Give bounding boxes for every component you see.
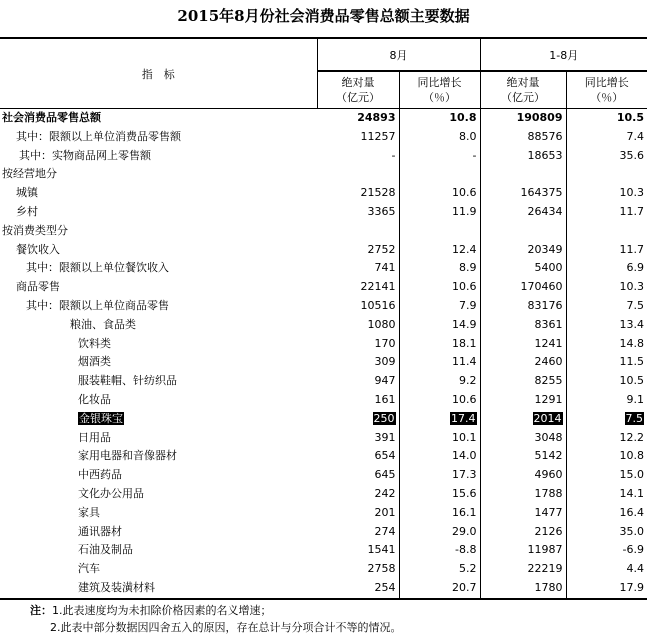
table-body <box>0 109 647 599</box>
table-row <box>0 579 647 599</box>
ytd-abs-cell: 26434 <box>480 203 566 222</box>
ytd-abs-cell: 1241 <box>480 335 566 354</box>
month-abs-cell <box>317 222 399 241</box>
table-row <box>0 447 647 466</box>
table-row <box>0 372 647 391</box>
ytd-abs-cell: 164375 <box>480 184 566 203</box>
row-label: 家具 <box>78 505 100 519</box>
row-label: 家用电器和音像器材 <box>78 449 177 463</box>
ytd-yoy-header: 同比增长 （％） <box>566 71 647 109</box>
ytd-abs-cell: 5142 <box>480 447 566 466</box>
month-yoy-cell: 29.0 <box>399 523 480 542</box>
month-yoy-cell: 10.6 <box>399 184 480 203</box>
month-yoy-cell: 16.1 <box>399 504 480 523</box>
ytd-abs-cell <box>480 165 566 184</box>
month-abs-cell: 391 <box>317 429 399 448</box>
month-yoy-cell <box>399 222 480 241</box>
ytd-yoy-cell: -6.9 <box>622 543 644 557</box>
ytd-yoy-cell <box>566 222 647 241</box>
row-label: 通讯器材 <box>78 524 122 538</box>
ytd-abs-cell: 8361 <box>480 316 566 335</box>
ytd-yoy-cell: 11.5 <box>619 355 644 369</box>
ytd-yoy-cell: 14.8 <box>619 336 644 350</box>
ytd-abs-cell: 18653 <box>480 147 566 166</box>
month-yoy-cell: 17.3 <box>399 466 480 485</box>
month-abs-cell: 201 <box>317 504 399 523</box>
ytd-yoy-cell: 4.4 <box>626 562 644 576</box>
row-label: 金银珠宝 <box>79 411 123 425</box>
row-label: 化妆品 <box>78 392 111 406</box>
month-abs-cell: 170 <box>317 335 399 354</box>
table-row <box>0 353 647 372</box>
ytd-abs-cell: 1788 <box>480 485 566 504</box>
month-yoy-cell: 9.2 <box>399 372 480 391</box>
ytd-yoy-cell: 7.5 <box>625 411 643 425</box>
table-row <box>0 335 647 354</box>
month-abs-cell: 24893 <box>317 109 399 128</box>
month-abs-cell: 250 <box>317 410 399 429</box>
month-abs-cell: 2752 <box>317 241 399 260</box>
table-row <box>0 560 647 579</box>
ytd-yoy-cell: 11.7 <box>619 204 644 218</box>
row-label: 按消费类型分 <box>2 223 68 237</box>
month-yoy-cell: 17.4 <box>399 410 480 429</box>
table-row <box>0 147 647 166</box>
month-yoy-cell: 10.1 <box>399 429 480 448</box>
page-title: 2015年8月份社会消费品零售总额主要数据 <box>177 7 470 25</box>
ytd-abs-header: 绝对量 （亿元） <box>480 71 566 109</box>
row-label: 其中：限额以上单位消费品零售额 <box>16 129 181 143</box>
ytd-yoy-cell: 11.7 <box>619 242 644 256</box>
month-yoy-cell: 12.4 <box>399 241 480 260</box>
month-yoy-cell: 10.6 <box>399 391 480 410</box>
ytd-yoy-cell: 7.5 <box>626 298 644 312</box>
row-label: 乡村 <box>16 204 38 218</box>
row-label: 服装鞋帽、针纺织品 <box>78 374 177 388</box>
row-label: 汽车 <box>78 562 100 576</box>
row-label: 商品零售 <box>16 280 60 294</box>
table-row <box>0 504 647 523</box>
ytd-yoy-cell: 10.8 <box>619 449 644 463</box>
row-label: 文化办公用品 <box>78 486 144 500</box>
month-abs-header: 绝对量 （亿元） <box>317 71 399 109</box>
month-yoy-cell: 5.2 <box>399 560 480 579</box>
month-abs-cell: 1080 <box>317 316 399 335</box>
row-label: 餐饮收入 <box>16 242 60 256</box>
ytd-abs-cell: 4960 <box>480 466 566 485</box>
month-abs-cell: 242 <box>317 485 399 504</box>
footnotes <box>30 602 402 636</box>
data-table <box>0 37 647 600</box>
month-abs-cell: 22141 <box>317 278 399 297</box>
month-abs-cell: 1541 <box>317 541 399 560</box>
month-header: 8月 <box>317 38 480 71</box>
row-label: 饮料类 <box>78 336 111 350</box>
month-abs-cell: - <box>317 147 399 166</box>
month-abs-cell: 645 <box>317 466 399 485</box>
table-row <box>0 541 647 560</box>
ytd-yoy-cell: 10.3 <box>619 186 644 200</box>
ytd-yoy-cell: 35.0 <box>619 524 644 538</box>
table-row <box>0 222 647 241</box>
month-yoy-cell: - <box>399 147 480 166</box>
table-row <box>0 391 647 410</box>
ytd-abs-cell: 3048 <box>480 429 566 448</box>
month-abs-cell: 161 <box>317 391 399 410</box>
row-label: 烟酒类 <box>78 355 111 369</box>
month-abs-cell: 21528 <box>317 184 399 203</box>
row-label: 粮油、食品类 <box>70 317 136 331</box>
table-row <box>0 410 647 429</box>
ytd-header: 1-8月 <box>480 38 647 71</box>
month-abs-cell: 741 <box>317 259 399 278</box>
month-yoy-cell: 8.9 <box>399 259 480 278</box>
table-row <box>0 297 647 316</box>
ytd-yoy-cell: 10.5 <box>616 111 644 124</box>
indicator-header: 指 标 <box>0 38 317 109</box>
ytd-yoy-cell: 9.1 <box>626 392 644 406</box>
row-label: 社会消费品零售总额 <box>2 111 101 124</box>
ytd-abs-cell: 2460 <box>480 353 566 372</box>
ytd-abs-cell: 22219 <box>480 560 566 579</box>
ytd-abs-cell: 8255 <box>480 372 566 391</box>
row-label: 其中：实物商品网上零售额 <box>19 148 151 162</box>
ytd-abs-cell: 88576 <box>480 128 566 147</box>
month-yoy-cell <box>399 165 480 184</box>
ytd-yoy-cell: 10.5 <box>619 374 644 388</box>
row-label: 建筑及装潢材料 <box>0 579 317 599</box>
month-abs-cell: 947 <box>317 372 399 391</box>
ytd-abs-cell: 2014 <box>480 410 566 429</box>
ytd-abs-cell: 170460 <box>480 278 566 297</box>
ytd-abs-cell <box>480 222 566 241</box>
month-yoy-cell: 11.4 <box>399 353 480 372</box>
notes-label: 注： <box>30 604 52 617</box>
month-abs-cell: 3365 <box>317 203 399 222</box>
table-row <box>0 259 647 278</box>
month-abs-cell: 2758 <box>317 560 399 579</box>
ytd-yoy-cell: 16.4 <box>619 505 644 519</box>
ytd-abs-cell: 190809 <box>480 109 566 128</box>
month-yoy-cell: 15.6 <box>399 485 480 504</box>
row-label: 其中：限额以上单位餐饮收入 <box>26 261 169 275</box>
ytd-yoy-cell: 35.6 <box>619 148 644 162</box>
table-row <box>0 165 647 184</box>
table-row <box>0 278 647 297</box>
month-yoy-cell: 8.0 <box>399 128 480 147</box>
table-row <box>0 316 647 335</box>
row-label: 日用品 <box>78 430 111 444</box>
ytd-yoy-cell: 13.4 <box>619 317 644 331</box>
row-label: 中西药品 <box>78 468 122 482</box>
table-row <box>0 466 647 485</box>
row-label: 石油及制品 <box>78 543 133 557</box>
ytd-abs-cell: 1291 <box>480 391 566 410</box>
ytd-abs-cell: 1780 <box>480 579 566 599</box>
ytd-yoy-cell: 7.4 <box>626 129 644 143</box>
month-yoy-cell: -8.8 <box>399 541 480 560</box>
month-abs-cell: 10516 <box>317 297 399 316</box>
month-abs-cell: 254 <box>317 579 399 599</box>
row-label: 其中：限额以上单位商品零售 <box>26 298 169 312</box>
ytd-abs-cell: 20349 <box>480 241 566 260</box>
table-row <box>0 184 647 203</box>
ytd-yoy-cell: 14.1 <box>619 486 644 500</box>
note-2: 2.此表中部分数据因四舍五入的原因，存在总计与分项合计不等的情况。 <box>50 621 402 634</box>
month-yoy-cell: 20.7 <box>399 579 480 599</box>
month-yoy-cell: 18.1 <box>399 335 480 354</box>
ytd-yoy-cell: 17.9 <box>566 579 647 599</box>
table-row <box>0 203 647 222</box>
table-row <box>0 429 647 448</box>
table-row <box>0 241 647 260</box>
month-yoy-cell: 14.0 <box>399 447 480 466</box>
ytd-yoy-cell: 15.0 <box>619 468 644 482</box>
table-row <box>0 485 647 504</box>
ytd-abs-cell: 2126 <box>480 523 566 542</box>
data-table-container <box>0 37 647 600</box>
month-yoy-cell: 11.9 <box>399 203 480 222</box>
ytd-abs-cell: 83176 <box>480 297 566 316</box>
ytd-abs-cell: 11987 <box>480 541 566 560</box>
table-row <box>0 523 647 542</box>
table-row <box>0 128 647 147</box>
ytd-yoy-cell: 12.2 <box>619 430 644 444</box>
month-abs-cell <box>317 165 399 184</box>
row-label: 按经营地分 <box>2 167 57 181</box>
ytd-yoy-cell: 10.3 <box>619 280 644 294</box>
month-yoy-cell: 10.6 <box>399 278 480 297</box>
month-yoy-cell: 10.8 <box>399 109 480 128</box>
row-label: 城镇 <box>16 186 38 200</box>
ytd-abs-cell: 1477 <box>480 504 566 523</box>
table-row <box>0 109 647 128</box>
month-yoy-cell: 7.9 <box>399 297 480 316</box>
month-abs-cell: 274 <box>317 523 399 542</box>
note-1: 1.此表速度均为未扣除价格因素的名义增速； <box>52 604 272 617</box>
ytd-yoy-cell <box>566 165 647 184</box>
month-abs-cell: 309 <box>317 353 399 372</box>
month-abs-cell: 654 <box>317 447 399 466</box>
month-yoy-cell: 14.9 <box>399 316 480 335</box>
ytd-yoy-cell: 6.9 <box>626 261 644 275</box>
month-abs-cell: 11257 <box>317 128 399 147</box>
ytd-abs-cell: 5400 <box>480 259 566 278</box>
month-yoy-header: 同比增长 （％） <box>399 71 480 109</box>
